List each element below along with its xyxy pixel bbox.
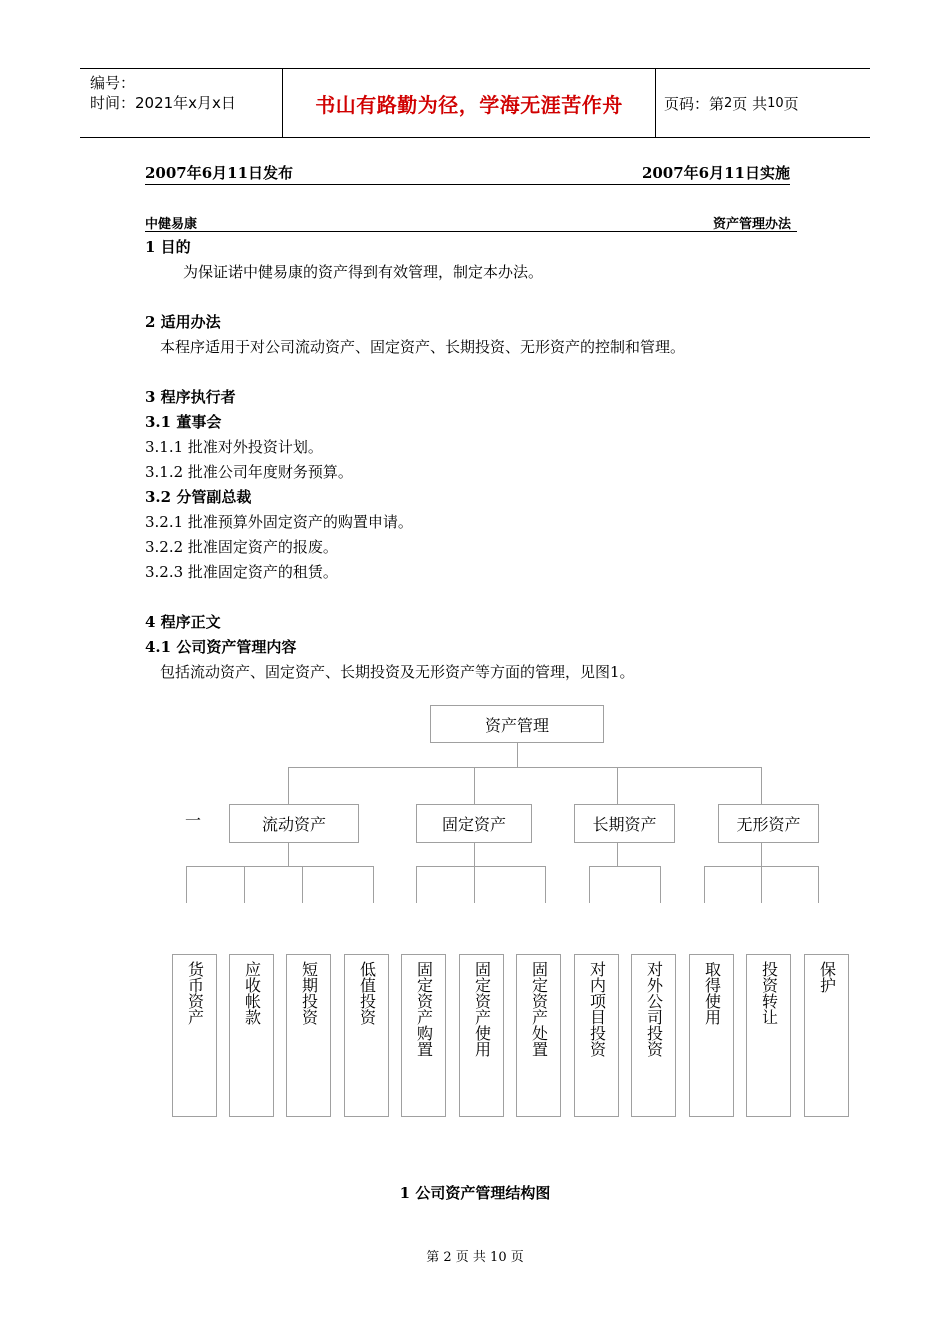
- section-3-2-3: 3.2.3 批准固定资产的租赁。: [145, 563, 338, 581]
- node-fixed-assets: 固定资产: [416, 804, 532, 843]
- leaf-monetary-assets: 货币资产: [172, 954, 217, 1117]
- document-title: 资产管理办法: [712, 217, 791, 232]
- node-current-assets: 流动资产: [229, 804, 359, 843]
- header-page-info: 页码：第 2 页 共 10 页: [664, 94, 799, 113]
- section-3-1-2: 3.1.2 批准公司年度财务预算。: [145, 463, 353, 481]
- figure-caption: 1 公司资产管理结构图: [399, 1184, 551, 1202]
- section-4-1-title: 4.1 公司资产管理内容: [145, 638, 297, 656]
- leaf-internal-project-investment: 对内项目投资: [574, 954, 619, 1117]
- leaf-short-term-investment: 短期投资: [286, 954, 331, 1117]
- leaf-accounts-receivable: 应收帐款: [229, 954, 274, 1117]
- section-2-body: 本程序适用于对公司流动资产、固定资产、长期投资、无形资产的控制和管理。: [160, 338, 686, 356]
- section-3-1-1: 3.1.1 批准对外投资计划。: [145, 438, 323, 456]
- publish-row: [145, 162, 790, 185]
- section-4-title: 4 程序正文: [145, 613, 221, 631]
- effective-date: 2007年6月11日实施: [641, 164, 790, 182]
- company-name: 中健易康: [145, 217, 198, 232]
- header-meta: [90, 73, 236, 113]
- publish-date: 2007年6月11日发布: [145, 164, 294, 182]
- leaf-investment-transfer: 投资转让: [746, 954, 791, 1117]
- leaf-external-company-investment: 对外公司投资: [631, 954, 676, 1117]
- page-footer: 第 2 页 共 10 页: [426, 1250, 524, 1265]
- leaf-protection: 保护: [804, 954, 849, 1117]
- leaf-acquire-use: 取得使用: [689, 954, 734, 1117]
- document-header: [80, 68, 870, 138]
- section-3-1-title: 3.1 董事会: [145, 413, 222, 431]
- leaf-fixed-asset-purchase: 固定资产购置: [401, 954, 446, 1117]
- section-3-title: 3 程序执行者: [145, 388, 236, 406]
- leaf-low-value-investment: 低值投资: [344, 954, 389, 1117]
- header-motto: 书山有路勤为径，学海无涯苦作舟: [315, 92, 623, 117]
- section-4-1-body: 包括流动资产、固定资产、长期投资及无形资产等方面的管理，见图1。: [160, 663, 635, 681]
- leaf-fixed-asset-use: 固定资产使用: [459, 954, 504, 1117]
- section-1-body: 为保证诺中健易康的资产得到有效管理，制定本办法。: [183, 263, 544, 281]
- running-header: [145, 213, 797, 232]
- code-label: 编号：: [90, 74, 136, 92]
- section-3-2-2: 3.2.2 批准固定资产的报废。: [145, 538, 338, 556]
- section-3-2-title: 3.2 分管副总裁: [145, 488, 252, 506]
- node-intangible-assets: 无形资产: [718, 804, 819, 843]
- leaf-fixed-asset-disposal: 固定资产处置: [516, 954, 561, 1117]
- section-2-title: 2 适用办法: [145, 313, 221, 331]
- section-1-title: 1 目的: [145, 238, 191, 256]
- time-label: 时间：2021年x月x日: [90, 94, 236, 112]
- section-3-2-1: 3.2.1 批准预算外固定资产的购置申请。: [145, 513, 413, 531]
- node-long-term-assets: 长期资产: [574, 804, 675, 843]
- diagram-dash: 一: [185, 811, 202, 830]
- diagram-root-node: 资产管理: [430, 705, 604, 743]
